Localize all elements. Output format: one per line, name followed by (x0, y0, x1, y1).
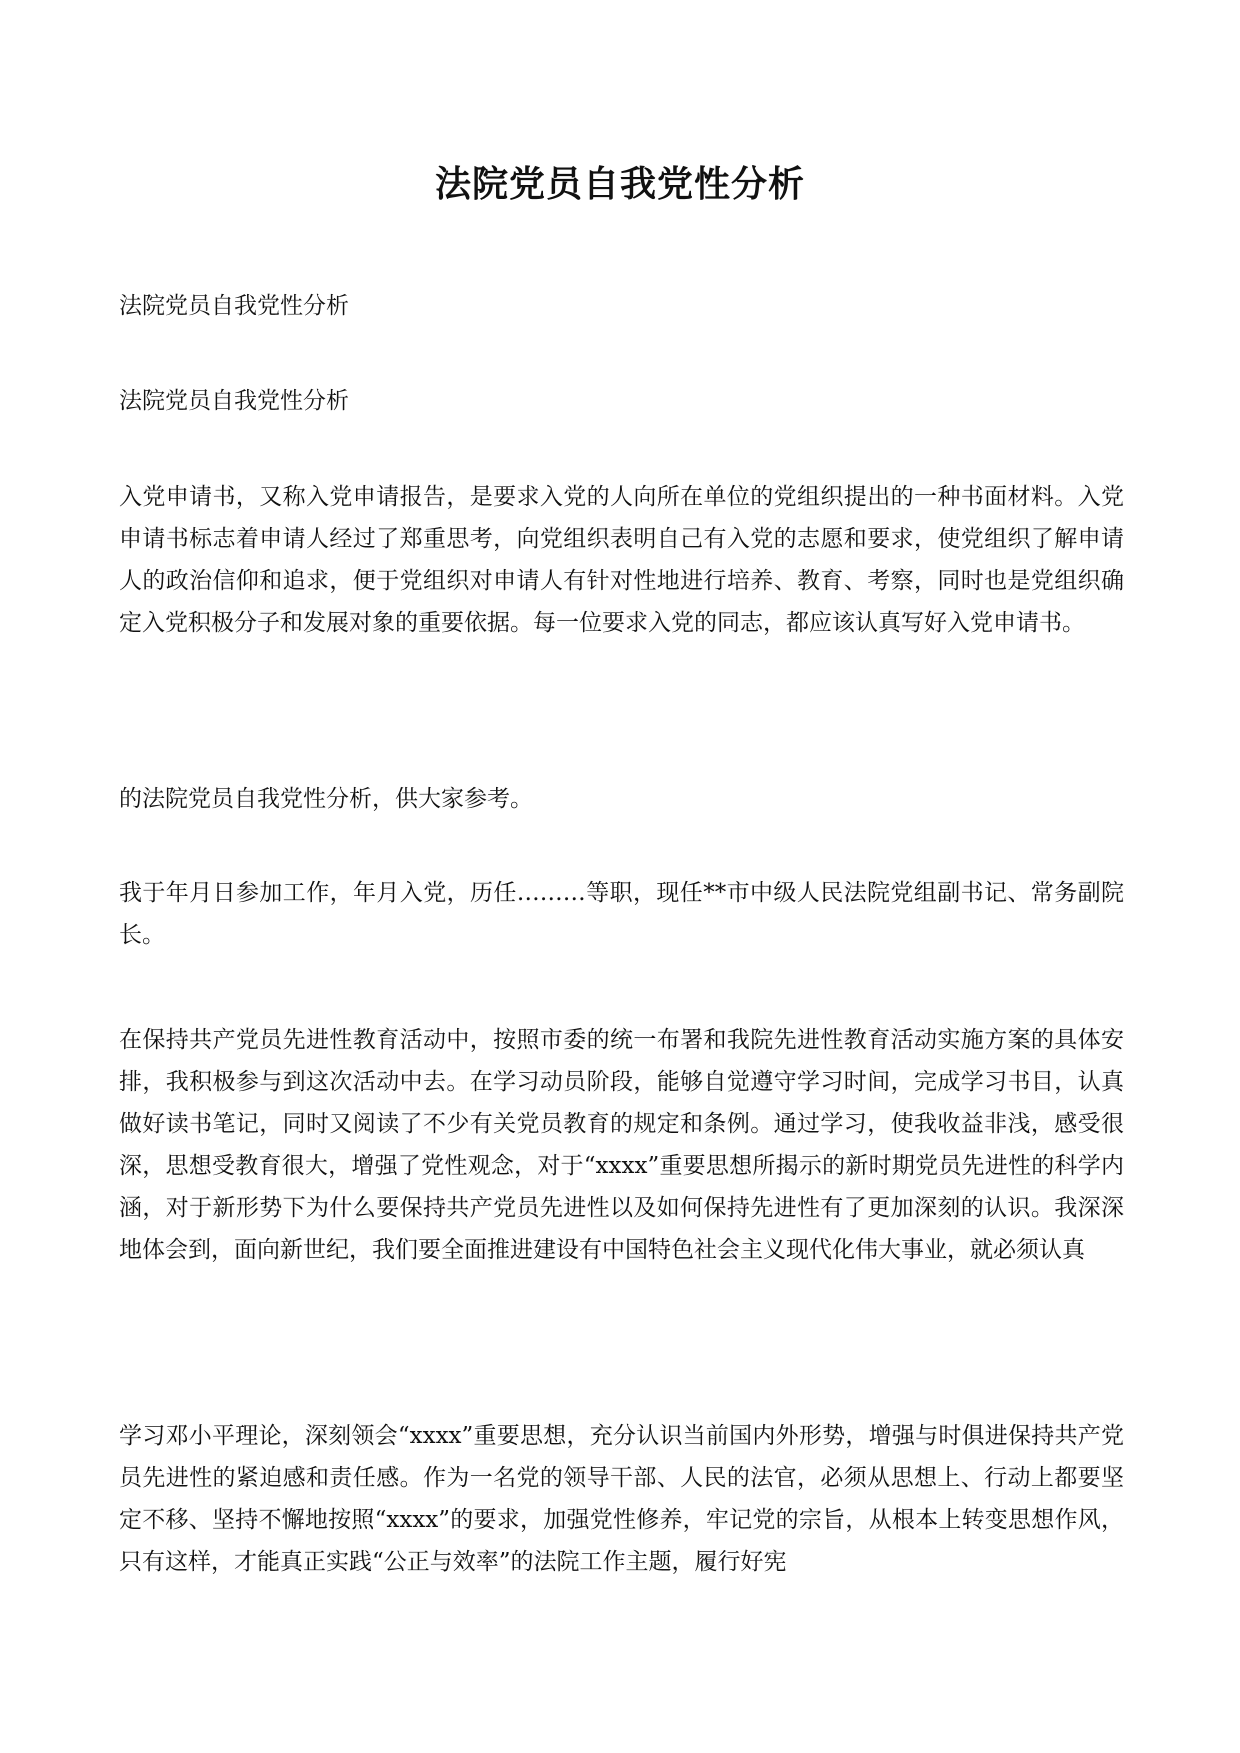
paragraph-subtitle-1: 法院党员自我党性分析 (119, 293, 349, 319)
paragraph-theory-study: 学习邓小平理论，深刻领会“xxxx”重要思想，充分认识当前国内外形势，增强与时俱进保持共产党员先进性的紧迫感和责任感。作为一名党的领导干部、人民的法官，必须从思想上、行动上都要坚定不移、坚持不懈地按照“xxxx”的要求，加强党性修养，牢记党的宗旨，从根本上转变思想作风，只有这样，才能真正实践“公正与效率”的法院工作主题，履行好宪 (119, 1423, 1124, 1575)
paragraph-intro: 入党申请书，又称入党申请报告，是要求入党的人向所在单位的党组织提出的一种书面材料。入党申请书标志着申请人经过了郑重思考，向党组织表明自己有入党的志愿和要求，使党组织了解申请人的政治信仰和追求，便于党组织对申请人有针对性地进行培养、教育、考察，同时也是党组织确定入党积极分子和发展对象的重要依据。每一位要求入党的同志，都应该认真写好入党申请书。 (119, 484, 1124, 636)
paragraph-reference-note: 的法院党员自我党性分析，供大家参考。 (119, 786, 533, 812)
paragraph-subtitle-2: 法院党员自我党性分析 (119, 388, 349, 414)
paragraph-personal-info: 我于年月日参加工作，年月入党，历任………等职，现任**市中级人民法院党组副书记、常务副院长。 (119, 880, 1124, 948)
document-title: 法院党员自我党性分析 (434, 163, 805, 205)
paragraph-education-activity: 在保持共产党员先进性教育活动中，按照市委的统一布署和我院先进性教育活动实施方案的具体安排，我积极参与到这次活动中去。在学习动员阶段，能够自觉遵守学习时间，完成学习书目，认真做好读书笔记，同时又阅读了不少有关党员教育的规定和条例。通过学习，使我收益非浅，感受很深，思想受教育很大，增强了党性观念，对于“xxxx”重要思想所揭示的新时期党员先进性的科学内涵，对于新形势下为什么要保持共产党员先进性以及如何保持先进性有了更加深刻的认识。我深深地体会到，面向新世纪，我们要全面推进建设有中国特色社会主义现代化伟大事业，就必须认真 (119, 1027, 1124, 1263)
